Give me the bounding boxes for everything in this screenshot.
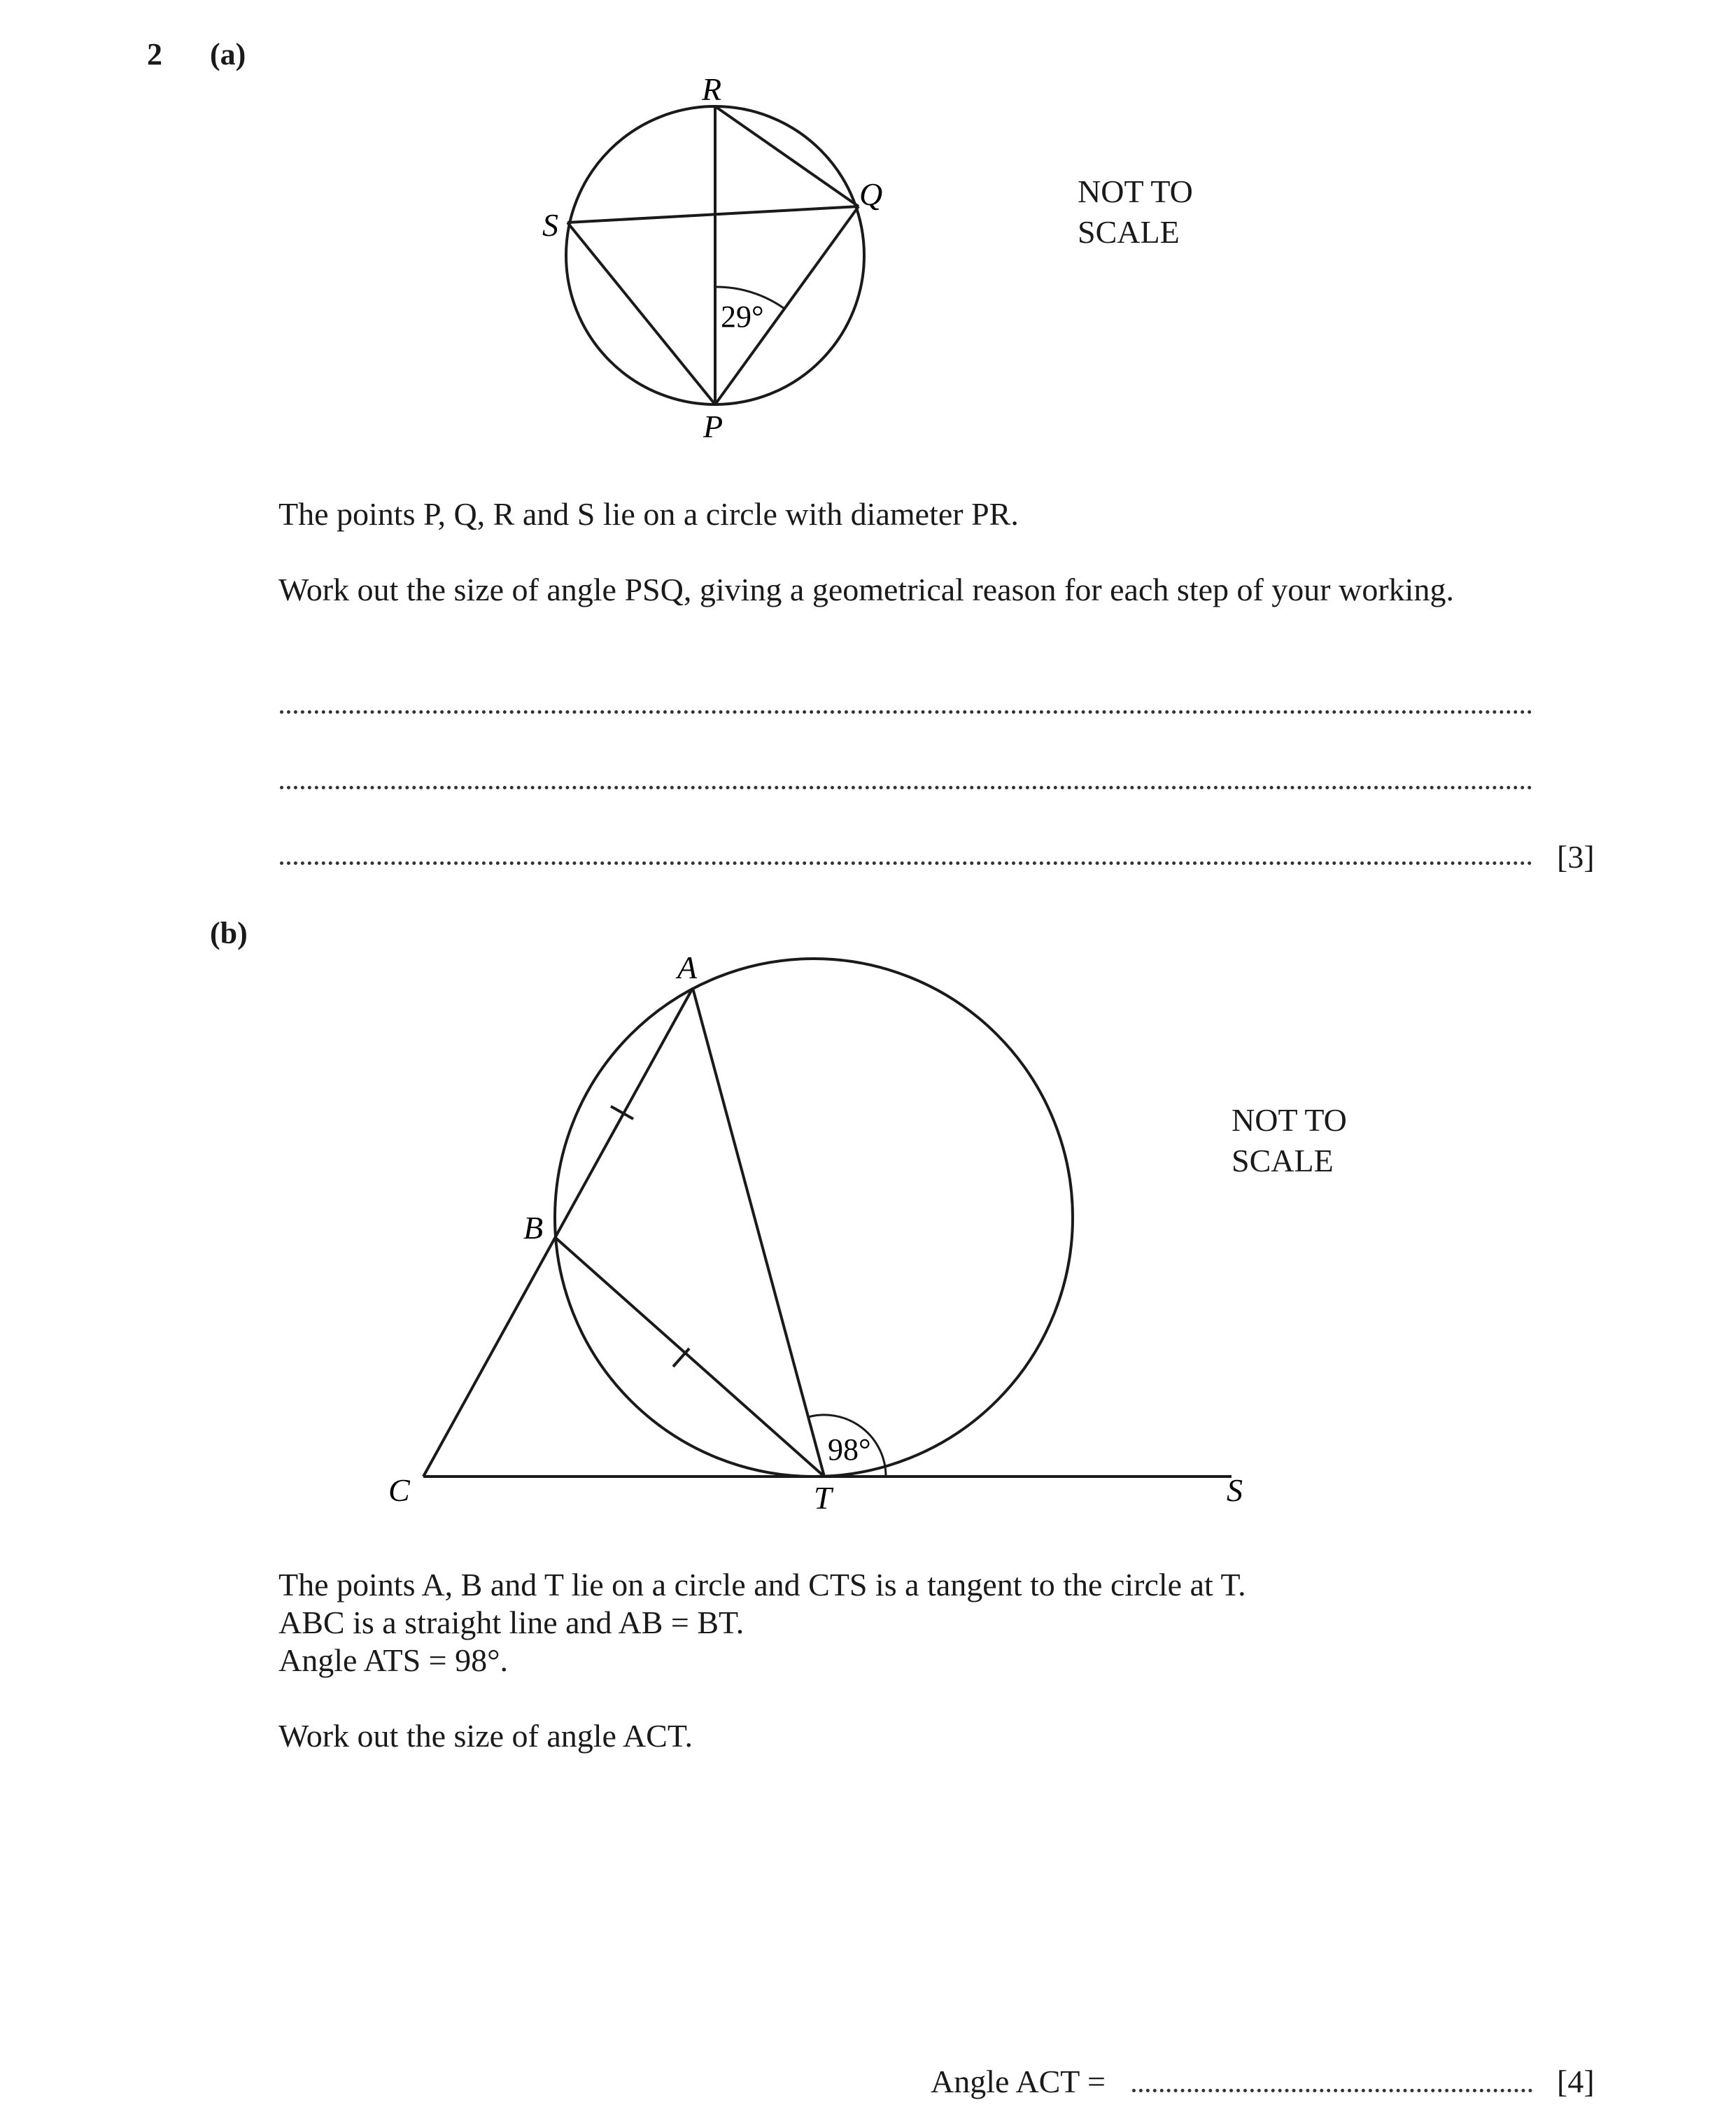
label-b: B — [523, 1210, 544, 1246]
chord-rq — [715, 106, 859, 206]
answer-line[interactable] — [280, 786, 1532, 789]
question-number: 2 — [147, 37, 162, 71]
part-b-statement-2: ABC is a straight line and AB = BT. — [278, 1605, 744, 1640]
label-q: Q — [859, 176, 883, 212]
label-p: P — [703, 409, 724, 444]
chord-sp — [567, 223, 715, 404]
angle-label-a: 29° — [721, 300, 764, 334]
not-to-scale-b-line1: NOT TO — [1232, 1102, 1347, 1138]
diagram-b — [0, 910, 1736, 1525]
not-to-scale-b-line2: SCALE — [1232, 1143, 1334, 1178]
label-t: T — [814, 1480, 832, 1516]
label-r: R — [702, 71, 722, 107]
label-c: C — [388, 1472, 410, 1508]
chord-sq — [567, 206, 859, 223]
part-a-instruction: Work out the size of angle PSQ, giving a geometrical reason for each step of your working. — [278, 572, 1454, 607]
answer-field-b[interactable] — [1132, 2089, 1532, 2092]
not-to-scale-b — [1232, 1100, 1347, 1181]
not-to-scale-a-line1: NOT TO — [1078, 174, 1193, 209]
answer-label-b: Angle ACT = — [931, 2064, 1106, 2099]
part-a-label: (a) — [210, 37, 246, 71]
not-to-scale-a — [1078, 171, 1193, 253]
chord-at — [693, 988, 824, 1477]
part-a-statement: The points P, Q, R and S lie on a circle with diameter PR. — [278, 496, 1019, 532]
part-b-instruction: Work out the size of angle ACT. — [278, 1718, 693, 1754]
line-ca — [423, 988, 693, 1477]
label-s: S — [542, 207, 558, 243]
marks-b: [4] — [1557, 2064, 1595, 2099]
part-b-statement-3: Angle ATS = 98°. — [278, 1642, 509, 1678]
not-to-scale-a-line2: SCALE — [1078, 214, 1180, 250]
marks-a: [3] — [1557, 839, 1595, 875]
circle-b — [555, 959, 1073, 1477]
diagram-a — [0, 0, 1736, 490]
angle-label-b: 98° — [828, 1432, 871, 1467]
answer-line[interactable] — [280, 710, 1532, 714]
answer-line[interactable] — [280, 861, 1532, 865]
label-a: A — [677, 950, 698, 985]
label-s-b: S — [1227, 1472, 1243, 1508]
part-b-statement-1: The points A, B and T lie on a circle and CTS is a tangent to the circle at T. — [278, 1567, 1246, 1602]
part-b-label: (b) — [210, 916, 248, 950]
